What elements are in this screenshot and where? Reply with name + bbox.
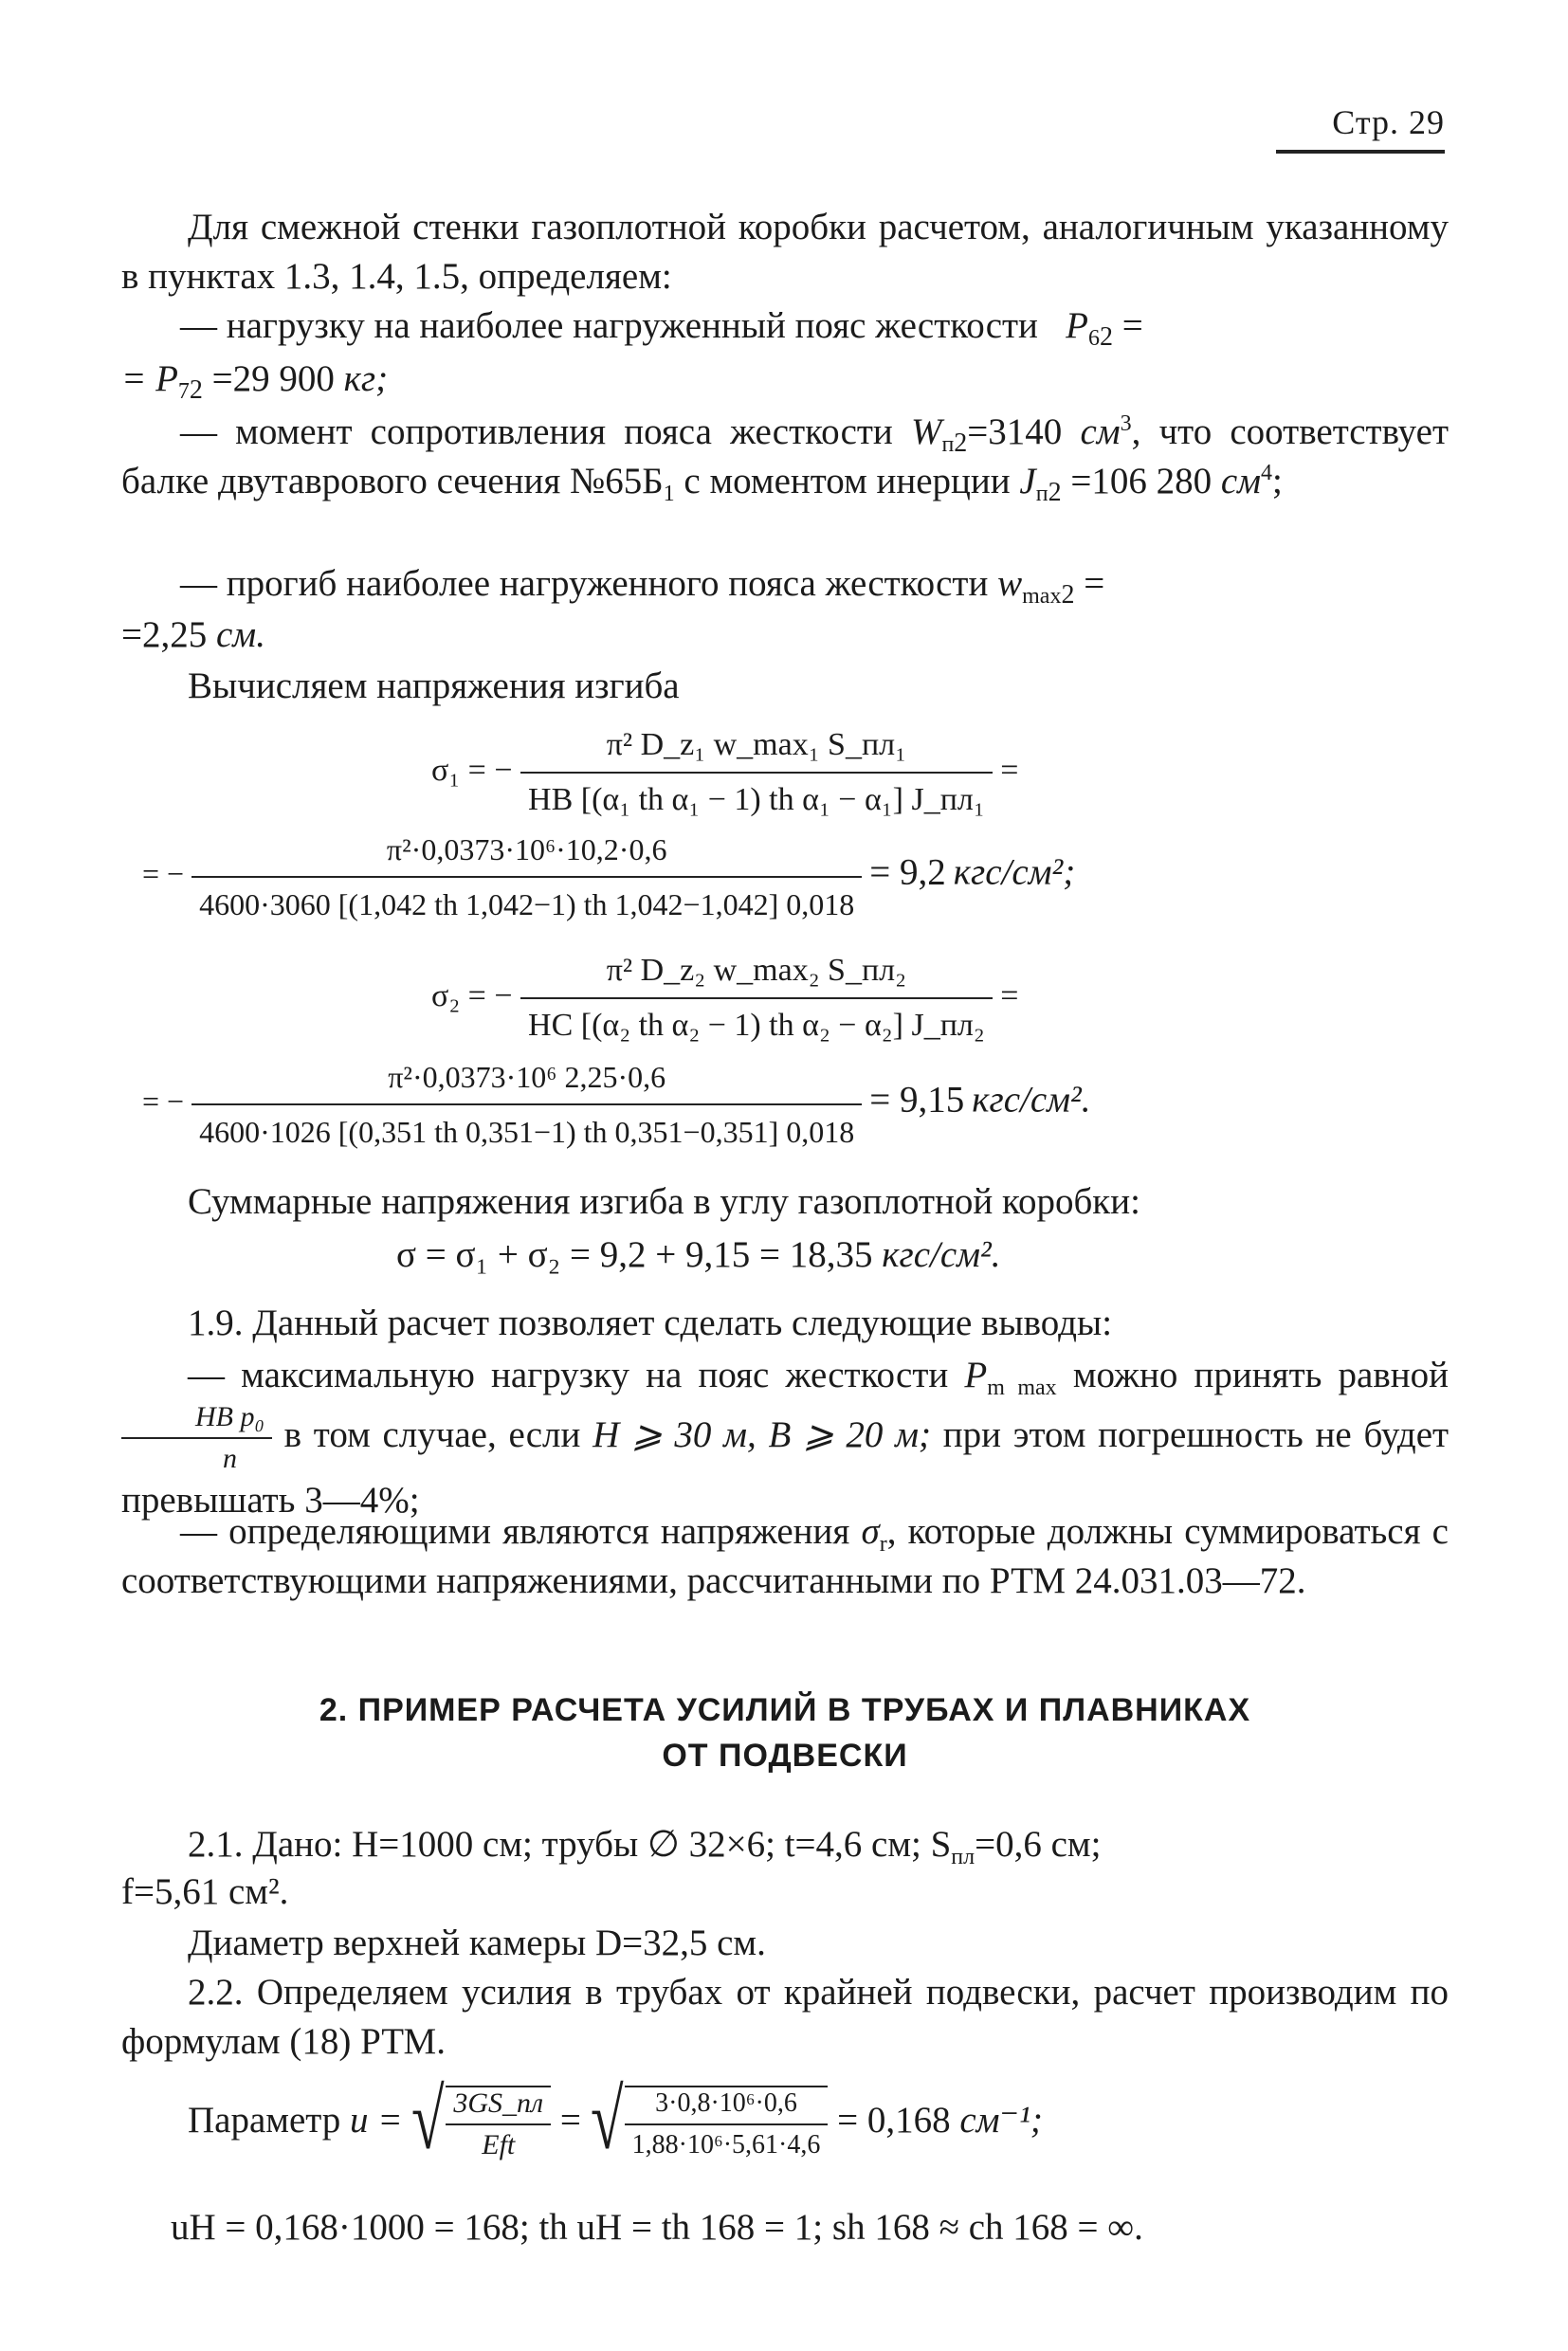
sum-formula: σ = σ₁ + σ₂ = 9,2 + 9,15 = 18,35 кгс/см². <box>396 1234 1001 1275</box>
header-rule <box>1276 150 1445 154</box>
conclusion-intro: 1.9. Данный расчет позволяет сделать следующие выводы: <box>188 1303 1113 1343</box>
sqrt-1: √ $\frac{3GS\_пл}{\text{Eft}}$ <box>411 2086 551 2161</box>
sigma2-numerator: π² D_z₂ w_max₂ S_пл₂ <box>606 953 906 988</box>
compute-label: Вычисляем напряжения изгиба <box>188 665 680 706</box>
load-item: — нагрузку на наиболее нагруженный пояс жесткости $P_{62}$ = <box>180 305 1143 352</box>
sigma2-denominator: HC [(α₂ th α₂ − 1) th α₂ − α₂] J_пл₂ <box>520 997 993 1048</box>
sigma2-calc: = − $\frac{\text{π²·0,0373·10⁶ 2,25·0,6}}{4600\cdot 1026 [(0,351 th 0,351-1) th 0,351-0,351] 0,018}$ = 9,15 кгс/см². <box>142 1054 1091 1155</box>
sigma1-calc: = − $\frac{\text{π²·0,0373·10⁶·10,2·0,6}}{4600\cdot 3060 [(1,042 th 1,042-1) th 1,042-1,042] 0,018}$ = 9,2 кгс/см²; <box>142 827 1075 927</box>
radical-icon: √ <box>590 2073 624 2167</box>
deflection-value: =2,25 см. <box>121 614 265 655</box>
section-heading-line2: ОТ ПОДВЕСКИ <box>662 1738 908 1774</box>
sigma2-formula: σ₂ = − $\frac{\text{π² D\_z₂ w\_max₂ S\_пл₂}}{\text{HC [(α₂ th α₂ − 1) th α₂ − α₂] J\_пл₂}}$ = <box>431 948 1018 1048</box>
intro-paragraph: Для смежной стенки газоплотной коробки расчетом, аналогичным указанному в пунктах 1.3, 1.4, 1.5, определяем: <box>121 207 1449 297</box>
deflection-item: — прогиб наиболее нагруженного пояса жесткости $w_{max2}$ = <box>180 563 1105 610</box>
parameter-u-formula: Параметр u = √ $\frac{3GS\_пл}{\text{Eft}}$ = √ $\frac{\text{3·0,8·10⁶·0,6}}{\text{1,88·10⁶·5,61·4,6}}$ = 0,168 см⁻¹; <box>188 2073 1043 2167</box>
sum-text: Суммарные напряжения изгиба в углу газоплотной коробки: <box>188 1181 1140 1222</box>
sigma1-calc-numerator: π²·0,0373·10⁶·10,2·0,6 <box>386 832 667 866</box>
given-line1: 2.1. Дано: H=1000 см; трубы ∅ 32×6; t=4,6 см; $S_{пл}=0,6$ см; <box>188 1824 1102 1869</box>
sigma2-calc-numerator: π²·0,0373·10⁶ 2,25·0,6 <box>388 1060 666 1094</box>
section-heading-line1: 2. ПРИМЕР РАСЧЕТА УСИЛИЙ В ТРУБАХ И ПЛАВНИКАХ <box>319 1692 1251 1728</box>
given-line2: f=5,61 см². <box>121 1871 289 1912</box>
define-forces: 2.2. Определяем усилия в трубах от крайней подвески, расчет производим по формулам (18) РТМ. <box>121 1972 1449 2062</box>
camera-diameter: Диаметр верхней камеры D=32,5 см. <box>188 1923 766 1963</box>
sigma1-formula: σ₁ = − $\frac{\text{π² D\_z₁ w\_max₁ S\_пл₁}}{\text{HB [(α₁ th α₁ − 1) th α₁ − α₁] J\_пл₁}}$ = <box>431 722 1018 823</box>
sigma1-calc-denominator: 4600·3060 [(1,042 th 1,042−1) th 1,042−1,042] 0,018 <box>191 876 862 927</box>
moment-item: — момент сопротивления пояса жесткости $W_{п2}=3140$ $см^3$, что соответствует балке двутаврового сечения $№65Б_1$ с моментом инерции $J_{п2} =106$ 280 $см^4$; <box>121 411 1449 507</box>
conclusion1-frac-denominator: n <box>121 1437 272 1475</box>
load-value: = $P_{72} =29$ 900 кг; <box>121 358 389 405</box>
sigma1-numerator: π² D_z₁ w_max₁ S_пл₁ <box>606 727 906 762</box>
conclusion-1: — максимальную нагрузку на пояс жесткости $P_{m max}$ можно принять равной $\frac{\text{HB p₀}}{n}$ в том случае, если H ⩾ 30 м, B ⩾ 20 м; при этом погрешность не будет превышать 3—4%; <box>121 1355 1449 1521</box>
sqrt-2: √ $\frac{\text{3·0,8·10⁶·0,6}}{\text{1,88·10⁶·5,61·4,6}}$ <box>591 2086 829 2161</box>
uh-line: uH = 0,168·1000 = 168; th uH = th 168 = 1; sh 168 ≈ ch 168 = ∞. <box>171 2207 1143 2248</box>
sigma2-calc-denominator: 4600·1026 [(0,351 th 0,351−1) th 0,351−0,351] 0,018 <box>191 1103 862 1155</box>
conclusion1-frac-numerator: HB p₀ <box>195 1401 264 1432</box>
page-number-header: Стр. 29 <box>1332 103 1445 141</box>
radical-icon: √ <box>411 2073 445 2167</box>
conclusion-2: — определяющими являются напряжения $\sigma_r$, которые должны суммироваться с соответствующими напряжениями, рассчитанными по РТМ 24.031.03—72. <box>121 1511 1449 1601</box>
sigma1-denominator: HB [(α₁ th α₁ − 1) th α₁ − α₁] J_пл₁ <box>520 772 993 823</box>
